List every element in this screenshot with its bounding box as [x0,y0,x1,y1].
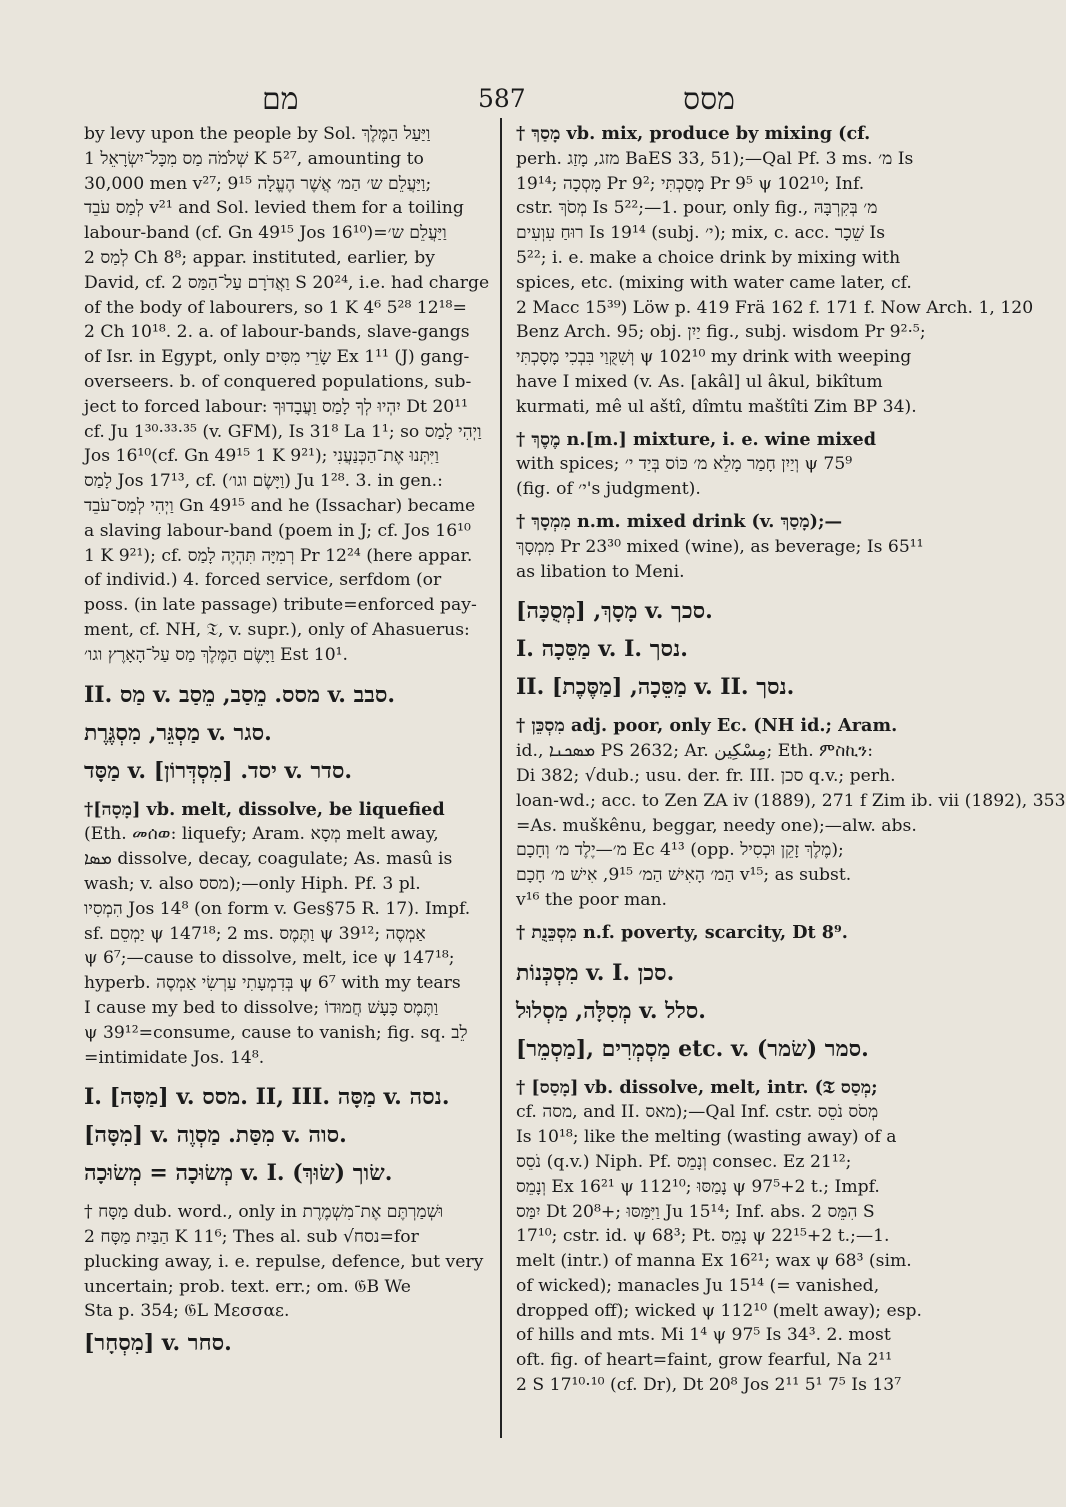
right-column-line: מ׳—יֶלֶד מ׳ וְחָכָם Ec 4¹³ (opp. מֶלֶךְ זָקֵן וּכְסִיל); [516,840,844,861]
right-column-line: loan-wd.; acc. to Zen ZA iv (1889), 271 f Zim ib. vii (1892), 353 [516,790,1066,811]
right-column-line: מִסְכְּנוֹת v. I. סכן. [516,959,675,986]
right-column-line: מִמְסָךְ Pr 23³⁰ mixed (wine), as beverage; Is 65¹¹ [516,536,924,557]
left-column-line: I. [מַסָּה] v. מסס. II, III. מַסָּה v. נסה. [84,1084,450,1111]
right-column-line: with spices; וְיַיִן חָמַר מָלֵא מ׳ כּוֹס בְּיַד י׳ ψ 75⁹ [516,454,853,475]
left-column-line: וַיָּשֶׂם הַמֶּלֶךְ מַס עַל־הָאָרֶץ וגו׳ Est 10¹. [84,644,348,665]
left-column-line: poss. (in late passage) tribute=enforced pay- [84,595,477,616]
left-column-line: labour-band (cf. Gn 49¹⁵ Jos 16¹⁰)=וַיַּעֲלֵם ש׳ [84,223,447,244]
right-column-line: Benz Arch. 95; obj. יַיִן fig., subj. wisdom Pr 9²·⁵; [516,322,926,343]
header-right-headword: מסס [683,82,735,117]
right-column-line: II. מַסֵּכָה, [מַסֶּכֶת] v. II. נסך. [516,674,795,701]
left-column-line: wash; v. also מסס);—only Hiph. Pf. 3 pl. [84,873,421,894]
right-column-line: † [מָסַס] vb. dissolve, melt, intr. (𝔗 מְסַס; [516,1076,878,1098]
left-column-line: (Eth. መሰወ: liquefy; Aram. מְסָא melt away, [84,824,439,845]
right-column-line: of wicked); manacles Ju 15¹⁴ (= vanished, [516,1275,880,1296]
right-column-line: וְשִׁקֻּוַי בִּבְכִי מָסָכְתִּי ψ 102¹⁰ my drink with weeping [516,347,912,368]
left-column-line: cf. Ju 1³⁰·³³·³⁵ (v. GFM), Is 31⁸ La 1¹; so וַיְהִי לָמַס [84,421,482,442]
page-number: 587 [478,84,526,113]
right-column-line: † מָסַךְ vb. mix, produce by mixing (cf. [516,123,871,144]
right-column-line: cstr. מְסֹךְ Is 5²²;—1. pour, only fig., מ׳ בְּקִרְבָּהּ [516,198,878,219]
right-column-line: וְנָמֵס Ex 16²¹ ψ 112¹⁰; נָמַסּוּ ψ 97⁵+2 t.; Impf. [516,1176,880,1197]
left-column-line: sf. יַמְסֵם ψ 147¹⁸; 2 ms. וַתֶּמֶס ψ 39¹²; אַמְסֶה [84,923,426,944]
right-column-line: † מֶסֶךְ n.[m.] mixture, i. e. wine mixed [516,428,877,450]
left-column-line: הַבַּיִת מַסָּח 2 K 11⁶; Thes al. sub √נסח=for [84,1227,419,1248]
right-column-line: melt (intr.) of manna Ex 16²¹; wax ψ 68³ (sim. [516,1251,912,1272]
left-column-line: David, cf. וַאֲדֹרָם עַל־הַמַּס 2 S 20²⁴, i.e. had charge [84,272,490,293]
right-column-line: I. מַסֵּכָה v. I. נסך. [516,636,688,663]
right-column-line: † מִמְסָךְ n.m. mixed drink (v. מָסַךְ);— [516,510,843,532]
header-left-headword: מם [262,82,299,117]
left-column [84,122,496,1362]
right-column-line: as libation to Meni. [516,561,685,582]
right-column-line: oft. fig. of heart=faint, grow fearful, Na 2¹¹ [516,1350,893,1371]
left-column-line: לְמַס 2 Ch 8⁸; appar. instituted, earlier, by [84,247,435,268]
left-column-line: Sta p. 354; 𝔊L Μεσσαε. [84,1301,290,1322]
page-header [0,78,1000,118]
right-column-line: הַמ׳ הָאִישׁ הַמ׳ 9¹⁵, אִישׁ מ׳ חָכָם v¹⁵; as subst. [516,865,852,886]
column-divider [500,118,502,1438]
left-column-line: לָמַס Jos 17¹³, cf. (וַיָּשֶׂם וגו׳) Ju 1²⁸. 3. in gen.: [84,471,443,492]
left-column-line: שְׁלֹמֹה מַס מִכָּל־יִשְׂרָאֵל 1 K 5²⁷, amounting to [84,148,424,169]
left-column-line: of the body of labourers, so 1 K 4⁶ 5²⁸ 12¹⁸= [84,297,467,318]
left-column-line: plucking away, i. e. repulse, defence, but very [84,1251,484,1272]
right-column-line: [מַסְמֵר], מַסְמְרִים etc. v. סמר (שׂמר). [516,1035,869,1062]
right-column-line: † מִסְכֵּן adj. poor, only Ec. (NH id.; Aram. [516,715,898,737]
left-column-line: 2 Ch 10¹⁸. 2. a. of labour-bands, slave-gangs [84,322,470,343]
right-column-line: perh. מזג, מָזַג BaES 33, 51);—Qal Pf. 3 ms. מ׳ Is [516,148,914,169]
right-column-line: מְסִלָּה, מַסְלוּל v. סלל. [516,997,706,1024]
right-column-line: † מִסְכֵּנֻת n.f. poverty, scarcity, Dt 8⁹. [516,921,848,943]
left-column-line: Jos 16¹⁰(cf. Gn 49¹⁵ 1 K 9²¹); וַיִּתְּנוּ אֶת־הַכְּנַעֲנִי [84,446,439,467]
right-column-line: (fig. of י׳'s judgment). [516,479,701,500]
right-column-line: kurmati, mê ul aštî, dîmtu maštîti Zim BP 34). [516,396,917,417]
left-column-line: II. מַס v. מסס. מֵסַב, מֵסַב v. סבב. [84,681,396,708]
right-column-line: 17¹⁰; cstr. id. ψ 68³; Pt. נָמֵס ψ 22¹⁵+2 t.;—1. [516,1226,890,1247]
left-column-line: הִמְסִיו Jos 14⁸ (on form v. Ges§75 R. 17). Impf. [84,898,471,919]
right-column-line: 5²²; i. e. make a choice drink by mixing with [516,247,901,268]
right-column-line: id., ܡܣܟܢܐ PS 2632; Ar. مِسْكِين; Eth. ምስኪን: [516,741,874,762]
right-column-line: of hills and mts. Mi 1⁴ ψ 97⁵ Is 34³. 2. most [516,1325,891,1346]
left-column-line: I cause my bed to dissolve; וַתֶּמֶס כָּעָשׁ חֲמוּדוֹ [84,997,439,1018]
left-column-line: † מַסָּח dub. word., only in וּשְׁמַרְתֶּם אֶת־מִשְׁמֶרֶת [84,1202,444,1223]
left-column-line: =intimidate Jos. 14⁸. [84,1047,265,1068]
right-column-line: have I mixed (v. As. [akâl] ul âkul, bikîtum [516,371,883,392]
right-column-line: רוּחַ עִוְעִים Is 19¹⁴ (subj. י׳); mix, c. acc. שֵׁכָר Is [516,223,886,244]
left-column-line: לְמַס עֹבֵד v²¹ and Sol. levied them for a toiling [84,198,464,219]
right-column-line: Is 10¹⁸; like the melting (wasting away) of a [516,1127,897,1148]
left-column-line: of individ.) 4. forced service, serfdom (or [84,570,442,591]
left-column-line: [מִסָּה] v. מִסַּת. מַסְוֶה v. סוה. [84,1122,347,1149]
right-column-line: dropped off); wicked ψ 112¹⁰ (melt away); esp. [516,1300,922,1321]
right-column-line: Di 382; √dub.; usu. der. fr. III. סכן q.v.; perh. [516,765,896,786]
left-column-line: hyperb. בְּדִמְעָתִי עַרְשִׂי אַמְסֶה ψ 6⁷ with my tears [84,973,461,994]
left-column-line: מַסְגֵּר, מִסְגֶּרֶת v. סגר. [84,719,272,746]
right-column-line: spices, etc. (mixing with water came later, cf. [516,272,912,293]
left-column-line: of Isr. in Egypt, only שָׂרֵי מִסִּים Ex 1¹¹ (J) gang- [84,347,470,368]
left-column-line: וַיְהִי לְמַס־עֹבֵד Gn 49¹⁵ and he (Issachar) became [84,495,476,516]
left-column-line: ܡܣܐ dissolve, decay, coagulate; As. masû is [84,849,453,870]
left-column-line: 1 K 9²¹); cf. רְמִיָּה תִּהְיֶה לָמַס Pr 12²⁴ (here appar. [84,545,473,566]
left-column-line: a slaving labour-band (poem in J; cf. Jos 16¹⁰ [84,520,471,541]
left-column-line: by levy upon the people by Sol. וַיַּעַל הַמֶּלֶךְ [84,124,431,144]
left-column-line: ψ 6⁷;—cause to dissolve, melt, ice ψ 147¹⁸; [84,948,455,969]
right-column-line: נֹסֵס (q.v.) Niph. Pf. וְנָמֵס consec. Ez 21¹²; [516,1151,852,1172]
left-column-line: ψ 39¹²=consume, cause to vanish; fig. sq. לֵב [84,1022,468,1043]
left-column-line: overseers. b. of conquered populations, sub- [84,371,472,392]
left-column-line: מַסָּד v. יסד. [מִסְדְּרוֹן] v. סדר. [84,757,353,784]
right-column [516,122,1066,1398]
right-column-line: 2 Macc 15³⁹) Löw p. 419 Frä 162 f. 171 f. Now Arch. 1, 120 [516,297,1034,318]
left-column-line: 30,000 men v²⁷; וַיַּעֲלֵם ש׳ הַמ׳ אֲשֶׁר הֶעֱלָה 9¹⁵; [84,173,432,194]
left-column-line: [מִסְחָר] v. סחר. [84,1330,232,1357]
right-column-line: 2 S 17¹⁰·¹⁰ (cf. Dr), Dt 20⁸ Jos 2¹¹ 5¹ 7⁵ Is 13⁷ [516,1375,902,1396]
right-column-line: cf. מסה, and II. מאס);—Qal Inf. cstr. מְסֹס נֹסֵס [516,1102,879,1123]
right-column-line: מָסָךְ, [מְסֻכָּה] v. סכך. [516,598,713,625]
left-column-line: †[מָסָה] vb. melt, dissolve, be liquefied [84,798,445,820]
right-column-line: v¹⁶ the poor man. [516,889,668,910]
left-column-line: מְשׂוּכָה = מְשׂוּכָה v. I. שׂוך (שׂוּךְ). [84,1160,393,1187]
left-column-line: uncertain; prob. text. err.; om. 𝔊B We [84,1276,411,1297]
left-column-line: ject to forced labour: יִהְיוּ לְךָ לָמַס וַעֲבָדוּךָ Dt 20¹¹ [84,396,469,417]
right-column-line: יִמַּס Dt 20⁸+; וַיִּמַּסּוּ Ju 15¹⁴; Inf. abs. הִמֵּס 2 S [516,1201,875,1222]
left-column-line: ment, cf. NH, 𝔗, v. supr.), only of Ahasuerus: [84,619,470,640]
right-column-line: =As. muškênu, beggar, needy one);—alw. abs. [516,815,917,836]
right-column-line: 19¹⁴; מָסְכָה Pr 9²; מָסַכְתִּי Pr 9⁵ ψ 102¹⁰; Inf. [516,173,865,194]
